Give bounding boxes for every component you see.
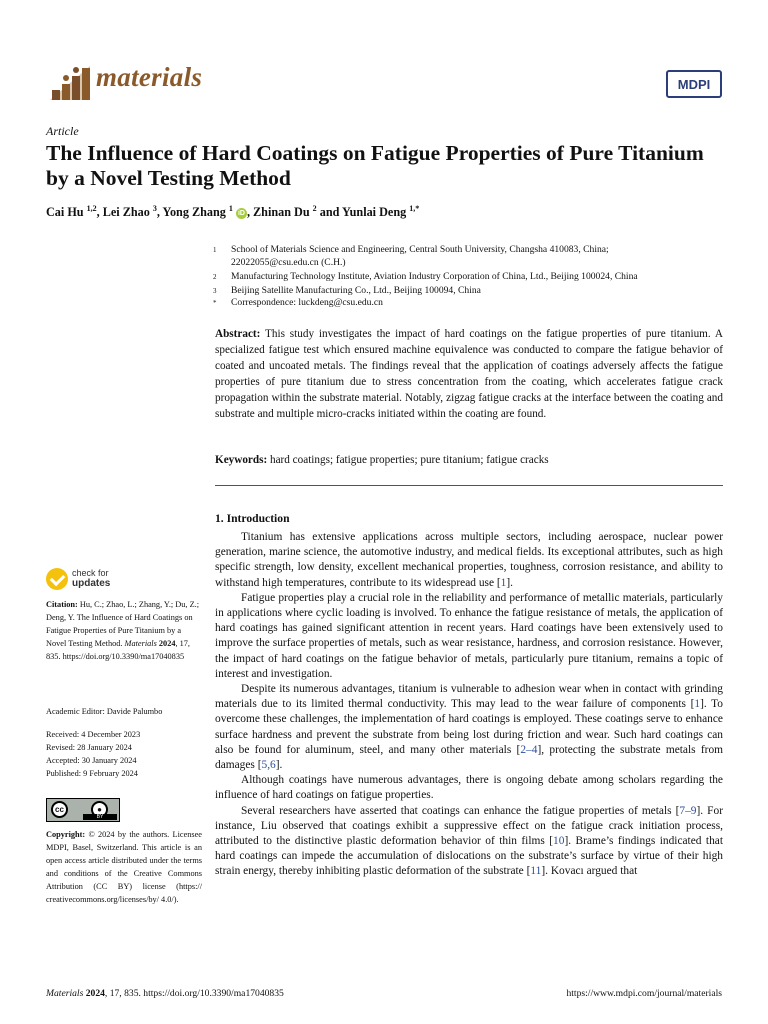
body-paragraph: Despite its numerous advantages, titanium is vulnerable to adhesion wear when in contact with grinding materials due to its limited thermal conductivity. This may lead to the wear failure of components [1]. To overcome these challenges, the implementation of hard coatings is employed. These coatings serve to enhance surface hardness and prevent the substrate from being lost during friction and wear. Such hard coatings can also be found for aluminum, steel, and many other materials [2–4], protecting the substrate metals from damages [5,6]. — [215, 683, 724, 772]
body-paragraph: Several researchers have asserted that coatings can enhance the fatigue properties of metals [7–9]. For instance, Liu observed that coatings exhibit a suppressive effect on the fatigue crack initiation process, attributed to the distinctive plastic deformation behavior of thin films [10]. Brame’s findings indicated that hard coatings can impede the accumulation of dislocations on the substrate’s surface by virtue of their high strain energy, thereby inhibiting plastic deformation of the substrate [11]. Kovacı argued that — [215, 804, 724, 878]
affiliation-text: Correspondence: luckdeng@csu.edu.cn — [231, 297, 383, 308]
published-date: Published: 9 February 2024 — [46, 769, 138, 778]
article-title: The Influence of Hard Coatings on Fatigue Properties of Pure Titanium by a Novel Testing Method — [46, 141, 704, 190]
author-name[interactable]: Cai Hu — [46, 205, 87, 220]
affiliation-number: 3 — [213, 287, 217, 295]
citation-text: Hu, C.; Zhao, L.; Zhang, Y.; Du, Z.; Deng, Y. The Influence of Hard Coatings on Fatigue Properties of Pure Titanium by a Novel Testing Method. — [46, 600, 200, 648]
author-name[interactable]: Yunlai Deng — [341, 205, 410, 220]
author-name[interactable]: Yong Zhang — [162, 205, 229, 220]
cc-icon: cc — [51, 801, 68, 818]
citation-link[interactable]: 5,6 — [261, 759, 276, 772]
keywords-label: Keywords: — [215, 454, 268, 466]
citation-year: 2024 — [158, 639, 176, 648]
author-affiliation-marker: 1,2 — [86, 204, 97, 213]
keywords — [215, 452, 723, 468]
check-updates-line1: check for — [72, 568, 109, 578]
citation-link[interactable]: 1 — [694, 698, 701, 711]
copyright-text: © 2024 by the authors. Licensee MDPI, Basel, Switzerland. This article is an open access article distributed under the terms and conditions of the Creative Commons Attribution (CC BY) license (https:// creativecommons.org/licenses/by/ 4.0/). — [46, 830, 202, 904]
section-heading: 1. Introduction — [215, 512, 290, 525]
author-affiliation-marker: 3 — [152, 204, 157, 213]
citation-link[interactable]: 1 — [500, 576, 507, 589]
citation-link[interactable]: 10 — [553, 835, 565, 848]
orcid-icon[interactable]: iD — [237, 209, 245, 217]
dates-block — [46, 728, 202, 780]
accepted-date: Accepted: 30 January 2024 — [46, 756, 137, 765]
copyright-block — [46, 828, 202, 906]
author-separator: , — [246, 205, 254, 220]
body-paragraph: Fatigue properties play a crucial role in the reliability and performance of metallic materials, particularly in applications where cyclic loading is involved. To enhance the fatigue resistance of metals, the application of hard coatings has gained significant attention in recent years. Hard coatings have been extensively used to improve the surface properties of metals, such as wear resistance, hardness, and corrosion resistance. However, the impact of hard coatings on the fatigue behavior of metals, particularly pure titanium, remains a topic of interest and investigation. — [215, 591, 723, 680]
citation-journal: Materials — [124, 639, 157, 648]
abstract — [215, 326, 723, 422]
citation-block — [46, 598, 202, 663]
by-label: BY — [83, 814, 117, 820]
affiliation-number: 1 — [213, 246, 217, 254]
author-name[interactable]: Lei Zhao — [102, 205, 153, 220]
revised-date: Revised: 28 January 2024 — [46, 743, 132, 752]
author-list — [46, 204, 726, 220]
citation-rest[interactable]: , 17, 835. https://doi.org/10.3390/ma17040835 — [46, 639, 191, 661]
affiliation-number: * — [213, 299, 217, 307]
author-affiliation-marker: 1,* — [409, 204, 420, 213]
affiliation-number: 2 — [213, 273, 217, 281]
author-name[interactable]: Zhinan Du — [253, 205, 313, 220]
affiliation-text: Beijing Satellite Manufacturing Co., Ltd., Beijing 100094, China — [231, 285, 481, 296]
copyright-label: Copyright: — [46, 830, 86, 839]
author-separator: , — [96, 205, 103, 220]
body-paragraph: Titanium has extensive applications across multiple sectors, including aerospace, nuclear power generation, marine science, the automotive industry, and medical fields. Its exceptional attributes, such as high specific strength, low density, excellent mechanical properties, toughness, corrosion resistance, and ability to withstand high temperatures, contribute to its widespread use [1]. — [215, 531, 723, 589]
footer-journal-url[interactable]: https://www.mdpi.com/journal/materials — [566, 988, 722, 999]
cc-by-license-badge[interactable] — [46, 798, 120, 822]
footer-journal: Materials — [46, 988, 84, 999]
received-date: Received: 4 December 2023 — [46, 730, 141, 739]
citation-link[interactable]: 2–4 — [520, 743, 538, 756]
attribution-icon: ● — [91, 801, 108, 818]
citation-link[interactable]: 11 — [530, 865, 542, 878]
footer-doi[interactable]: , 17, 835. https://doi.org/10.3390/ma17040835 — [104, 988, 284, 999]
abstract-label: Abstract: — [215, 328, 261, 340]
footer-year: 2024 — [85, 988, 105, 999]
section-body — [215, 530, 723, 880]
check-for-updates-button[interactable] — [46, 566, 156, 594]
check-updates-line2: updates — [72, 578, 111, 589]
keywords-text: hard coatings; fatigue properties; pure titanium; fatigue cracks — [270, 454, 549, 466]
academic-editor: Academic Editor: Davide Palumbo — [46, 707, 163, 716]
journal-name: materials — [96, 62, 203, 92]
article-type: Article — [46, 124, 79, 138]
citation-link[interactable]: 7–9 — [679, 804, 697, 817]
author-affiliation-marker: 2 — [312, 204, 317, 213]
abstract-text: This study investigates the impact of hard coatings on the fatigue properties of pure titanium. A specialized fatigue test which ensured machine equivalence was conducted to compare the fatigue behavior of coated and uncoated metals. The findings reveal that the application of coatings adversely affects the fatigue properties of pure titanium due to stress concentration from the coating, which accelerates fatigue crack propagation within the substrate material. Notably, zigzag fatigue cracks at the interface between the coating and substrate and multiple micro-cracks initiated within the coating are found. — [215, 328, 723, 420]
affiliation-text: Manufacturing Technology Institute, Aviation Industry Corporation of China, Ltd., Beijing 100024, China — [231, 271, 638, 282]
footer-citation — [46, 988, 284, 999]
body-paragraph: Although coatings have numerous advantages, there is ongoing debate among scholars regarding the influence of hard coatings on fatigue properties. — [215, 774, 723, 802]
author-affiliation-marker: 1 — [228, 204, 233, 213]
affiliation-text: School of Materials Science and Engineering, Central South University, Changsha 410083, China; — [231, 244, 609, 255]
check-updates-icon — [46, 568, 68, 590]
citation-label: Citation: — [46, 600, 78, 609]
divider — [215, 485, 723, 486]
author-separator: and — [316, 205, 342, 220]
mdpi-logo: MDPI — [666, 70, 722, 98]
author-separator: , — [156, 205, 163, 220]
journal-logo-icon — [46, 60, 94, 104]
affiliation-text: 22022055@csu.edu.cn (C.H.) — [231, 257, 346, 268]
